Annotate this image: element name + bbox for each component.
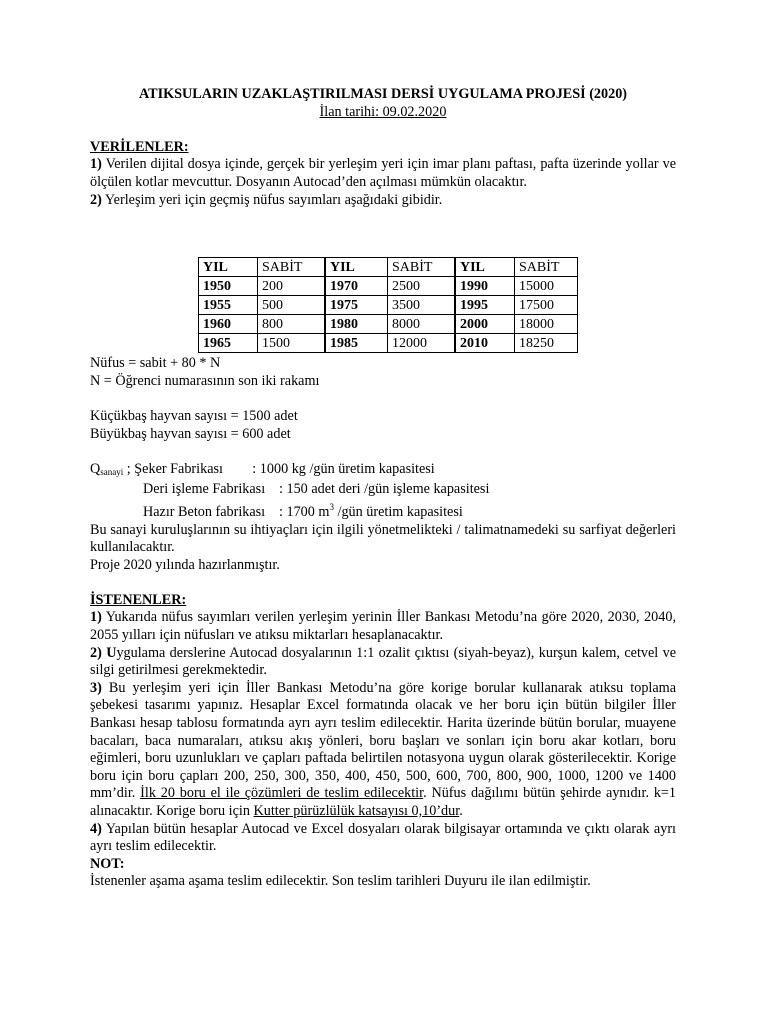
table-header-cell: SABİT	[388, 258, 456, 277]
required-heading: İSTENENLER:	[90, 591, 187, 608]
required-item-1: 1) Yukarıda nüfus sayımları verilen yerleşim yerinin İller Bankası Metodu’na göre 2020, 2030, 2040, 2055 yılları için nüfusları ve atıksu miktarları hesaplanacaktır.	[90, 609, 676, 644]
given-item-1: 1) Verilen dijital dosya içinde, gerçek bir yerleşim yeri için imar planı paftası, pafta üzerinde yollar ve ölçülen kotlar mevcuttur. Dosyanın Autocad’den açılması mümkün olacaktır.	[90, 156, 676, 190]
table-header-cell: YIL	[455, 258, 515, 277]
table-header-cell: SABİT	[515, 258, 578, 277]
table-cell-constant: 3500	[388, 296, 456, 315]
table-cell-year: 1950	[199, 277, 258, 296]
note-label: NOT:	[90, 855, 125, 872]
table-cell-constant: 800	[258, 315, 326, 334]
table-cell-constant: 8000	[388, 315, 456, 334]
industry-line-sugar: $Q_{sanayi}$ ; Şeker Fabrikası : 1000 kg /gün üretim kapasitesi	[90, 460, 435, 477]
table-cell-year: 1970	[325, 277, 388, 296]
table-cell-constant: 18000	[515, 315, 578, 334]
table-cell-constant: 12000	[388, 334, 456, 353]
given-heading: VERİLENLER:	[90, 138, 189, 155]
table-row	[199, 296, 578, 315]
table-cell-year: 1965	[199, 334, 258, 353]
industry-line-concrete: Hazır Beton fabrikası : 1700 $m^3$ /gün üretim kapasitesi	[143, 501, 463, 520]
required-item-2: 2) Uygulama derslerine Autocad dosyalarının 1:1 ozalit çıktısı (siyah-beyaz), kurşun kalem, cetvel ve silgi getirilmesi gerekmektedir.	[90, 644, 676, 679]
underlined-requirement: İlk 20 boru el ile çözümleri de teslim edilecektir	[140, 785, 424, 802]
underlined-coefficient: Kutter pürüzlülük katsayısı 0,10’dur	[253, 803, 460, 819]
table-cell-year: 1985	[325, 334, 388, 353]
table-cell-year: 1960	[199, 315, 258, 334]
table-cell-year: 1980	[325, 315, 388, 334]
table-cell-year: 1990	[455, 277, 515, 296]
table-row	[199, 334, 578, 353]
industry-line-leather: Deri işleme Fabrikası : 150 adet deri /gün işleme kapasitesi	[143, 481, 490, 498]
table-cell-constant: 500	[258, 296, 326, 315]
small-livestock-count: Küçükbaş hayvan sayısı = 1500 adet	[90, 407, 298, 424]
table-cell-constant: 1500	[258, 334, 326, 353]
table-cell-year: 1955	[199, 296, 258, 315]
given-item-2: 2) Yerleşim yeri için geçmiş nüfus sayımları aşağıdaki gibidir.	[90, 191, 443, 208]
table-cell-year: 2000	[455, 315, 515, 334]
table-header-cell: YIL	[325, 258, 388, 277]
large-livestock-count: Büyükbaş hayvan sayısı = 600 adet	[90, 425, 291, 442]
table-cell-constant: 17500	[515, 296, 578, 315]
document-title: ATIKSULARIN UZAKLAŞTIRILMASI DERSİ UYGULAMA PROJESİ (2020)	[138, 86, 628, 102]
population-formula: Nüfus = sabit + 80 * N	[90, 355, 221, 372]
required-item-4: 4) Yapılan bütün hesaplar Autocad ve Excel dosyaları olarak bilgisayar ortamında ve çıktı olarak ayrı ayrı teslim edilecektir.	[90, 820, 676, 855]
required-item-3: 3) Bu yerleşim yeri için İller Bankası Metodu’na göre korige borular kullanarak atıksu toplama şebekesi tasarımı yapınız. Hesaplar Excel formatında olacak ve her boru için bütün bilgiler İller Bankası hesap tablosu formatında ayrı ayrı teslim edilecektir. Harita üzerinde bütün borular, muayene bacaları, baca numaraları, atıksu akış yönleri, boru başları ve sonları için boru akar kotları, boru eğimleri, boru uzunlukları ve çapları paftada belirtilen notasyona uygun olarak gösterilecektir. Korige boru için boru çapları 200, 250, 300, 350, 400, 450, 500, 600, 700, 800, 900, 1000, 1200 ve 1400 mm’dir. İlk 20 boru el ile çözümleri de teslim edilecektir. Nüfus dağılımı bütün şehirde aynıdır. k=1 alınacaktır. Korige boru için Kutter pürüzlülük katsayısı 0,10’dur.	[90, 679, 677, 819]
table-cell-constant: 200	[258, 277, 326, 296]
table-header-cell: YIL	[199, 258, 258, 277]
table-cell-constant: 15000	[515, 277, 578, 296]
table-header-row	[199, 258, 578, 277]
table-cell-year: 1995	[455, 296, 515, 315]
table-cell-year: 2010	[455, 334, 515, 353]
project-year-note: Proje 2020 yılında hazırlanmıştır.	[90, 556, 280, 573]
industry-note: Bu sanayi kuruluşlarının su ihtiyaçları için ilgili yönetmelikteki / talimatnamedeki su sarfiyat değerleri kullanılacaktır.	[90, 521, 676, 556]
table-row	[199, 315, 578, 334]
table-header-cell: SABİT	[258, 258, 326, 277]
table-row	[199, 277, 578, 296]
table-cell-year: 1975	[325, 296, 388, 315]
announcement-date: İlan tarihi: 09.02.2020	[319, 103, 447, 120]
note-text: İstenenler aşama aşama teslim edilecektir. Son teslim tarihleri Duyuru ile ilan edilmiştir.	[90, 873, 591, 890]
n-definition: N = Öğrenci numarasının son iki rakamı	[90, 372, 320, 389]
table-cell-constant: 2500	[388, 277, 456, 296]
population-table	[198, 257, 578, 353]
table-cell-constant: 18250	[515, 334, 578, 353]
document-page	[90, 86, 676, 891]
